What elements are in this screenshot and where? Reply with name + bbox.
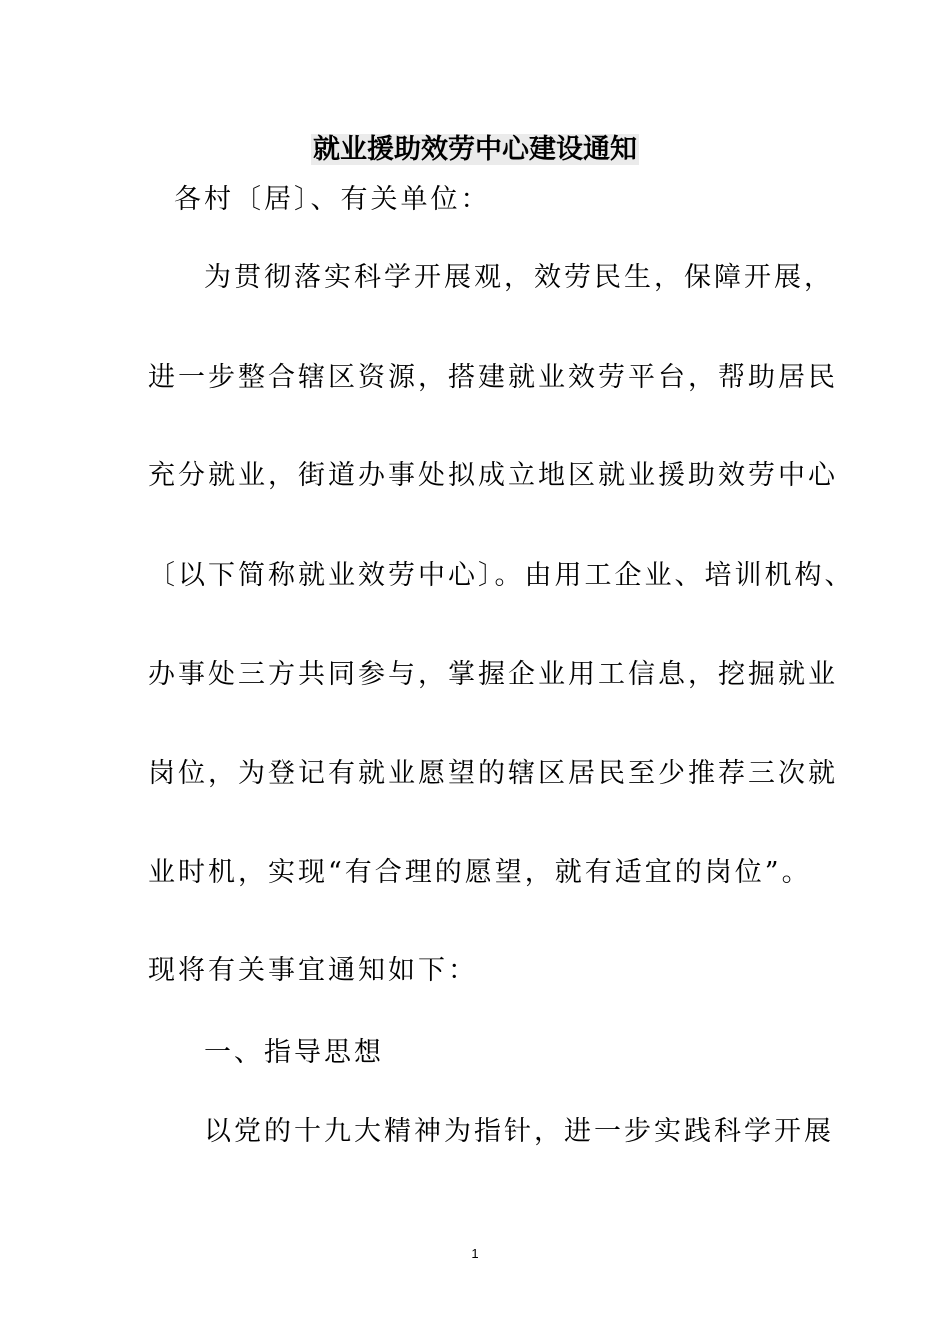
section-heading: 一、指导思想 — [204, 1037, 384, 1068]
title-text: 就业援助效劳中心建设通知 — [313, 134, 637, 165]
paragraph-line: 为贯彻落实科学开展观，效劳民生，保障开展， — [204, 262, 834, 293]
paragraph-line: 以党的十九大精神为指针，进一步实践科学开展 — [204, 1116, 834, 1147]
salutation: 各村〔居〕、有关单位： — [174, 184, 491, 215]
paragraph-line: 充分就业，街道办事处拟成立地区就业援助效劳中心 — [148, 460, 838, 491]
paragraph-line: 现将有关事宜通知如下： — [148, 955, 478, 986]
page-number: 1 — [471, 1246, 479, 1261]
paragraph-line: 岗位，为登记有就业愿望的辖区居民至少推荐三次就 — [148, 758, 838, 789]
paragraph-line: 业时机，实现“有合理的愿望，就有适宜的岗位”。 — [148, 857, 812, 888]
paragraph-line: 〔以下简称就业效劳中心〕。由用工企业、培训机构、 — [148, 560, 855, 591]
paragraph-line: 办事处三方共同参与，掌握企业用工信息，挖掘就业 — [148, 659, 838, 690]
paragraph-line: 进一步整合辖区资源，搭建就业效劳平台，帮助居民 — [148, 362, 838, 393]
document-title — [0, 128, 950, 172]
